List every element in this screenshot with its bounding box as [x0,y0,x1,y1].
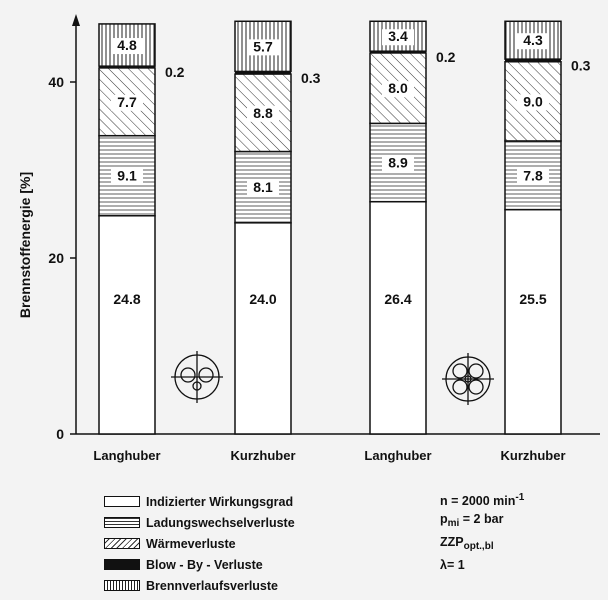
legend-swatch-solid [104,559,140,570]
bars [99,21,561,434]
data-label: 7.8 [523,167,543,184]
legend-swatch-vertical-hatch [104,580,140,591]
legend-item-waerme [104,534,295,553]
legend-label: Blow - By - Verluste [146,557,263,572]
x-tick-label: Langhuber [93,448,161,463]
data-label: 7.7 [117,93,137,110]
pressure-subscript: mi [447,518,460,529]
data-label: 3.4 [388,28,408,45]
ignition-condition [440,533,524,556]
legend-label: Indizierter Wirkungsgrad [146,494,294,509]
x-tick-label: Langhuber [364,448,432,463]
legend-item-ladungswechsel [104,513,295,532]
y-tick-label: 40 [48,74,64,90]
speed-exponent: -1 [515,492,525,503]
bar-segment-wirkungsgrad [99,216,155,434]
legend-swatch-diagonal-hatch [104,538,140,549]
data-label: 8.8 [253,104,273,121]
speed-condition [440,489,524,510]
legend-label: Brennverlaufsverluste [146,578,279,593]
y-axis-label: Brennstoffenergie [%] [17,171,33,319]
data-label: 26.4 [384,290,412,307]
data-label: 0.3 [301,69,321,86]
speed-text: n = 2000 min [440,494,516,508]
data-label: 0.3 [571,57,591,74]
two-valve-layout-icon [171,351,223,403]
y-ticks [48,74,76,442]
data-label: 25.5 [519,290,547,307]
four-valve-layout-icon [442,353,494,405]
legend-swatch-blank [104,496,140,507]
x-tick-label: Kurzhuber [230,448,296,463]
y-tick-label: 20 [48,250,64,266]
bar-segment-wirkungsgrad [505,210,561,434]
pressure-symbol: p [440,512,448,526]
bar-segment-wirkungsgrad [370,202,426,434]
pressure-value: = 2 bar [459,512,504,526]
data-label: 0.2 [165,64,185,81]
data-label: 9.0 [523,93,543,110]
data-label: 9.1 [117,167,137,184]
legend-item-wirkungsgrad [104,492,295,511]
legend-item-blowby [104,555,295,574]
lambda-condition: λ= 1 [440,558,465,572]
ignition-symbol: ZZP [440,535,464,549]
ignition-subscript: opt.,bl [463,541,494,552]
legend [104,492,295,597]
data-label: 24.0 [249,290,277,307]
pressure-condition [440,510,524,533]
x-tick-labels [93,448,565,463]
bar-segment-wirkungsgrad [235,223,291,434]
data-label: 5.7 [253,38,273,55]
legend-swatch-horizontal-hatch [104,517,140,528]
operating-conditions [440,489,524,574]
data-label: 8.1 [253,179,273,196]
data-label: 0.2 [436,49,456,66]
y-tick-label: 0 [56,426,64,442]
data-label: 4.8 [117,37,137,54]
legend-label: Wärmeverluste [146,536,236,551]
data-label: 24.8 [113,290,141,307]
data-label: 4.3 [523,32,543,49]
legend-label: Ladungswechselverluste [146,515,295,530]
legend-item-brennverlauf [104,576,295,595]
data-label: 8.9 [388,154,408,171]
data-label: 8.0 [388,80,408,97]
x-tick-label: Kurzhuber [500,448,566,463]
